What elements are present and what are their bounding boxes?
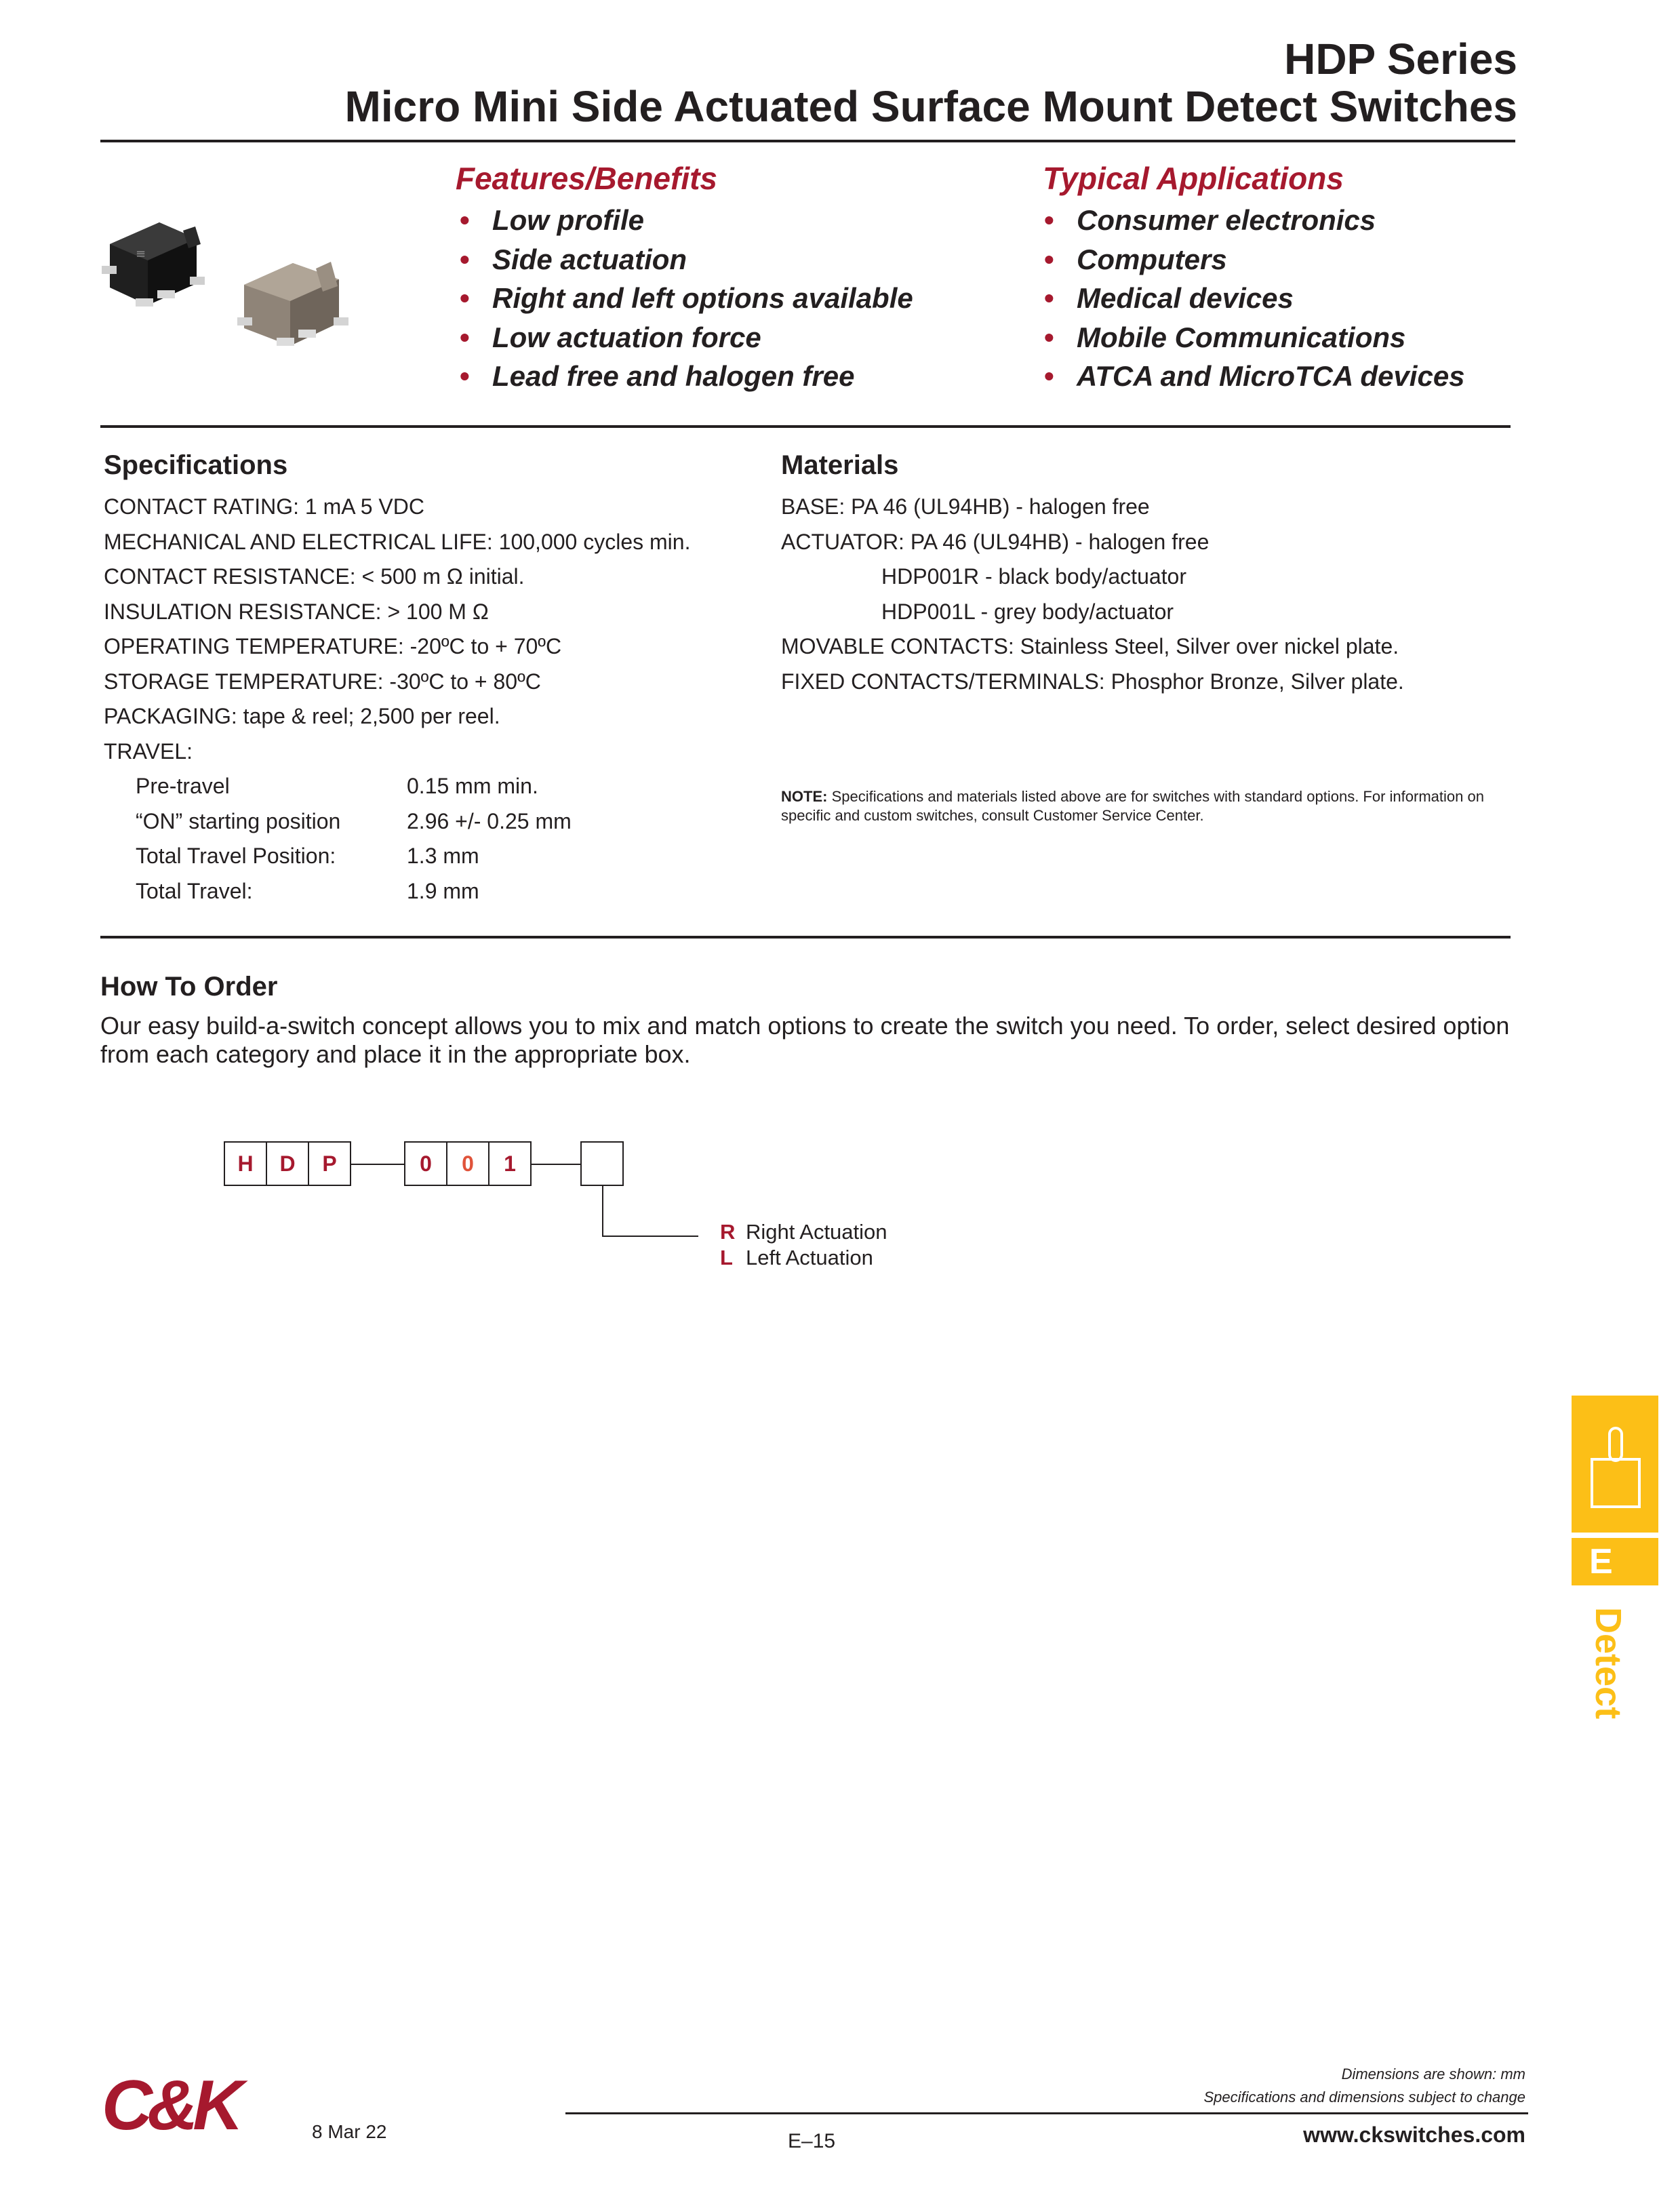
bullet-icon: •: [1044, 282, 1054, 314]
table-row: Pre-travel 0.15 mm min.: [136, 774, 538, 798]
material-variant: HDP001R - black body/actuator: [881, 564, 1186, 589]
spec-line: CONTACT RATING: 1 mA 5 VDC: [104, 494, 424, 519]
product-photo: [95, 203, 353, 359]
section-divider: [100, 936, 1511, 939]
materials-heading: Materials: [781, 450, 899, 480]
how-to-order-text: Our easy build-a-switch concept allows you to mix and match options to create the switch you need. To order, select desired option from each category and place it in the appropriate box.: [100, 1012, 1510, 1068]
material-line: ACTUATOR: PA 46 (UL94HB) - halogen free: [781, 529, 1210, 554]
specifications-heading: Specifications: [104, 450, 288, 480]
list-item: • Lead free and halogen free: [460, 357, 913, 396]
connector-line: [532, 1164, 580, 1165]
bullet-icon: •: [460, 243, 470, 275]
features-list: [460, 201, 913, 396]
leader-line-horizontal: [602, 1236, 698, 1237]
bullet-icon: •: [1044, 204, 1054, 236]
order-box-p: P: [308, 1141, 351, 1186]
list-item: • Consumer electronics: [1044, 201, 1465, 240]
header-rule: [100, 140, 1515, 142]
how-to-order-heading: How To Order: [100, 972, 278, 1002]
website-link[interactable]: www.ckswitches.com: [1303, 2122, 1525, 2147]
series-title: HDP Series: [1284, 35, 1517, 83]
side-tab-label: Detect: [1588, 1607, 1629, 1720]
bullet-icon: •: [460, 360, 470, 392]
spec-line: CONTACT RESISTANCE: < 500 m Ω initial.: [104, 564, 525, 589]
bullet-icon: •: [460, 321, 470, 353]
black-switch-image: [102, 222, 205, 307]
order-box-d: D: [266, 1141, 309, 1186]
order-box-1: 1: [488, 1141, 532, 1186]
section-divider: [100, 425, 1511, 428]
footer-rule: [565, 2112, 1528, 2114]
material-variant: HDP001L - grey body/actuator: [881, 599, 1174, 624]
order-box-h: H: [224, 1141, 267, 1186]
materials-list: [781, 490, 1404, 699]
spec-line: TRAVEL:: [104, 738, 193, 764]
spec-line: STORAGE TEMPERATURE: -30ºC to + 80ºC: [104, 669, 541, 694]
list-item: • Medical devices: [1044, 279, 1465, 318]
spec-line: INSULATION RESISTANCE: > 100 M Ω: [104, 599, 489, 624]
dimensions-note: Dimensions are shown: mm: [1341, 2066, 1525, 2082]
materials-note: NOTE: Specifications and materials listed above are for switches with standard options. For information on specific and custom switches, consult Customer Service Center.: [781, 788, 1484, 824]
specifications-list: [104, 490, 746, 909]
spec-line: PACKAGING: tape & reel; 2,500 per reel.: [104, 704, 500, 728]
page-number: E–15: [788, 2130, 836, 2152]
list-item: • ATCA and MicroTCA devices: [1044, 357, 1465, 396]
order-box-0b: 0: [446, 1141, 490, 1186]
list-item: • Low profile: [460, 201, 913, 240]
side-tab-icon-panel: [1572, 1396, 1658, 1533]
list-item: • Mobile Communications: [1044, 318, 1465, 357]
spec-line: OPERATING TEMPERATURE: -20ºC to + 70ºC: [104, 634, 562, 658]
grey-switch-image: [237, 262, 348, 346]
footer-date: 8 Mar 22: [312, 2121, 387, 2142]
actuation-options: [720, 1219, 887, 1271]
side-tab-letter: E: [1572, 1538, 1658, 1585]
connector-line: [351, 1164, 404, 1165]
bullet-icon: •: [1044, 243, 1054, 275]
subject-note: Specifications and dimensions subject to change: [1203, 2089, 1525, 2106]
applications-heading: Typical Applications: [1043, 161, 1344, 196]
list-item: • Side actuation: [460, 240, 913, 279]
table-row: Total Travel Position: 1.3 mm: [136, 844, 479, 868]
order-box-actuation[interactable]: [580, 1141, 624, 1186]
option-left: L Left Actuation: [720, 1246, 873, 1269]
option-right: R Right Actuation: [720, 1220, 887, 1244]
order-box-0a: 0: [404, 1141, 447, 1186]
brand-logo: C&K: [102, 2066, 239, 2145]
material-line: FIXED CONTACTS/TERMINALS: Phosphor Bronze, Silver plate.: [781, 669, 1404, 694]
list-item: • Computers: [1044, 240, 1465, 279]
bullet-icon: •: [460, 204, 470, 236]
page-title: Micro Mini Side Actuated Surface Mount Detect Switches: [344, 82, 1517, 131]
spec-line: MECHANICAL AND ELECTRICAL LIFE: 100,000 cycles min.: [104, 529, 691, 554]
material-line: MOVABLE CONTACTS: Stainless Steel, Silver over nickel plate.: [781, 634, 1399, 658]
table-row: “ON” starting position 2.96 +/- 0.25 mm: [136, 808, 572, 833]
features-heading: Features/Benefits: [456, 161, 718, 196]
bullet-icon: •: [1044, 321, 1054, 353]
table-row: Total Travel: 1.9 mm: [136, 878, 479, 903]
material-line: BASE: PA 46 (UL94HB) - halogen free: [781, 494, 1150, 519]
bullet-icon: •: [460, 282, 470, 314]
bullet-icon: •: [1044, 360, 1054, 392]
switch-icon: [1572, 1396, 1658, 1533]
svg-text:≡: ≡: [136, 247, 146, 261]
list-item: • Right and left options available: [460, 279, 913, 318]
travel-table: [104, 769, 746, 909]
list-item: • Low actuation force: [460, 318, 913, 357]
applications-list: [1044, 201, 1465, 396]
leader-line-vertical: [602, 1186, 603, 1237]
